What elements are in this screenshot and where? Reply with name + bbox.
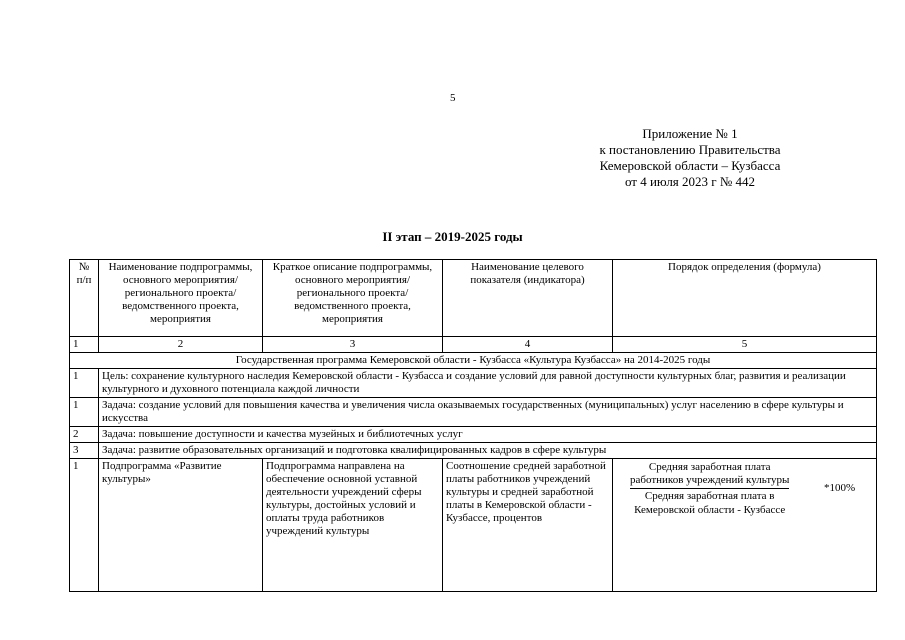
- row-text: Цель: сохранение культурного наследия Кемеровской области - Кузбасса и создание условий для равной доступности культурных благ, развития и реализации культурного и духовного потенциала каждой личности: [99, 369, 877, 398]
- header-name: Наименование подпрограммы, основного мероприятия/регионального проекта/ведомственного проекта, мероприятия: [99, 260, 263, 337]
- column-number: 1: [70, 337, 99, 353]
- formula-numerator: Средняя заработная плата: [648, 461, 771, 473]
- appendix-line: от 4 июля 2023 г № 442: [624, 174, 756, 189]
- appendix-line: к постановлению Правительства: [599, 142, 781, 157]
- formula-denominator: Кемеровской области - Кузбассе: [634, 504, 786, 516]
- formula-denominator: Средняя заработная плата в: [644, 490, 775, 502]
- appendix-line: Кемеровской области – Кузбасса: [599, 158, 781, 173]
- row-num: 3: [70, 443, 99, 459]
- formula-multiplier: *100%: [824, 482, 856, 494]
- appendix-header: [575, 126, 805, 190]
- formula-numerator: работников учреждений культуры: [630, 474, 789, 489]
- indicators-table: [69, 259, 877, 592]
- header-indicator: Наименование целевого показателя (индикатора): [443, 260, 613, 337]
- table-row: [70, 398, 877, 427]
- subprogram-name: Подпрограмма «Развитие культуры»: [99, 459, 263, 592]
- page-number: 5: [450, 92, 456, 104]
- table-row: [70, 369, 877, 398]
- formula-fraction: [630, 461, 789, 517]
- header-num: № п/п: [70, 260, 99, 337]
- column-number: 3: [263, 337, 443, 353]
- table-row: [70, 443, 877, 459]
- row-num: 1: [70, 369, 99, 398]
- stage-title: II этап – 2019-2025 годы: [382, 229, 523, 244]
- row-text: Задача: развитие образовательных организаций и подготовка квалифицированных кадров в сфере культуры: [99, 443, 877, 459]
- header-formula: Порядок определения (формула): [613, 260, 877, 337]
- column-number: 4: [443, 337, 613, 353]
- row-text: Задача: создание условий для повышения качества и увеличения числа оказываемых государственных (муниципальных) услуг населению в сфере культуры и искусства: [99, 398, 877, 427]
- subprogram-description: Подпрограмма направлена на обеспечение основной уставной деятельности учреждений сферы культуры, достойных условий и оплаты труда работников учреждений культуры: [263, 459, 443, 592]
- column-numbers-row: [70, 337, 877, 353]
- row-num: 2: [70, 427, 99, 443]
- subprogram-formula: [613, 459, 877, 592]
- header-description: Краткое описание подпрограммы, основного мероприятия/регионального проекта/ведомственного проекта, мероприятия: [263, 260, 443, 337]
- program-title-row: [70, 353, 877, 369]
- formula: [616, 460, 873, 521]
- appendix-line: Приложение № 1: [642, 126, 738, 141]
- row-num: 1: [70, 398, 99, 427]
- subprogram-indicator: Соотношение средней заработной платы работников учреждений культуры и средней заработной платы в Кемеровской области - Кузбассе, процентов: [443, 459, 613, 592]
- column-number: 5: [613, 337, 877, 353]
- table-row: [70, 427, 877, 443]
- row-text: Задача: повышение доступности и качества музейных и библиотечных услуг: [99, 427, 877, 443]
- column-number: 2: [99, 337, 263, 353]
- program-title: Государственная программа Кемеровской области - Кузбасса «Культура Кузбасса» на 2014-2025 годы: [70, 353, 877, 369]
- subprogram-row: [70, 459, 877, 592]
- row-num: 1: [70, 459, 99, 592]
- table-header-row: [70, 260, 877, 337]
